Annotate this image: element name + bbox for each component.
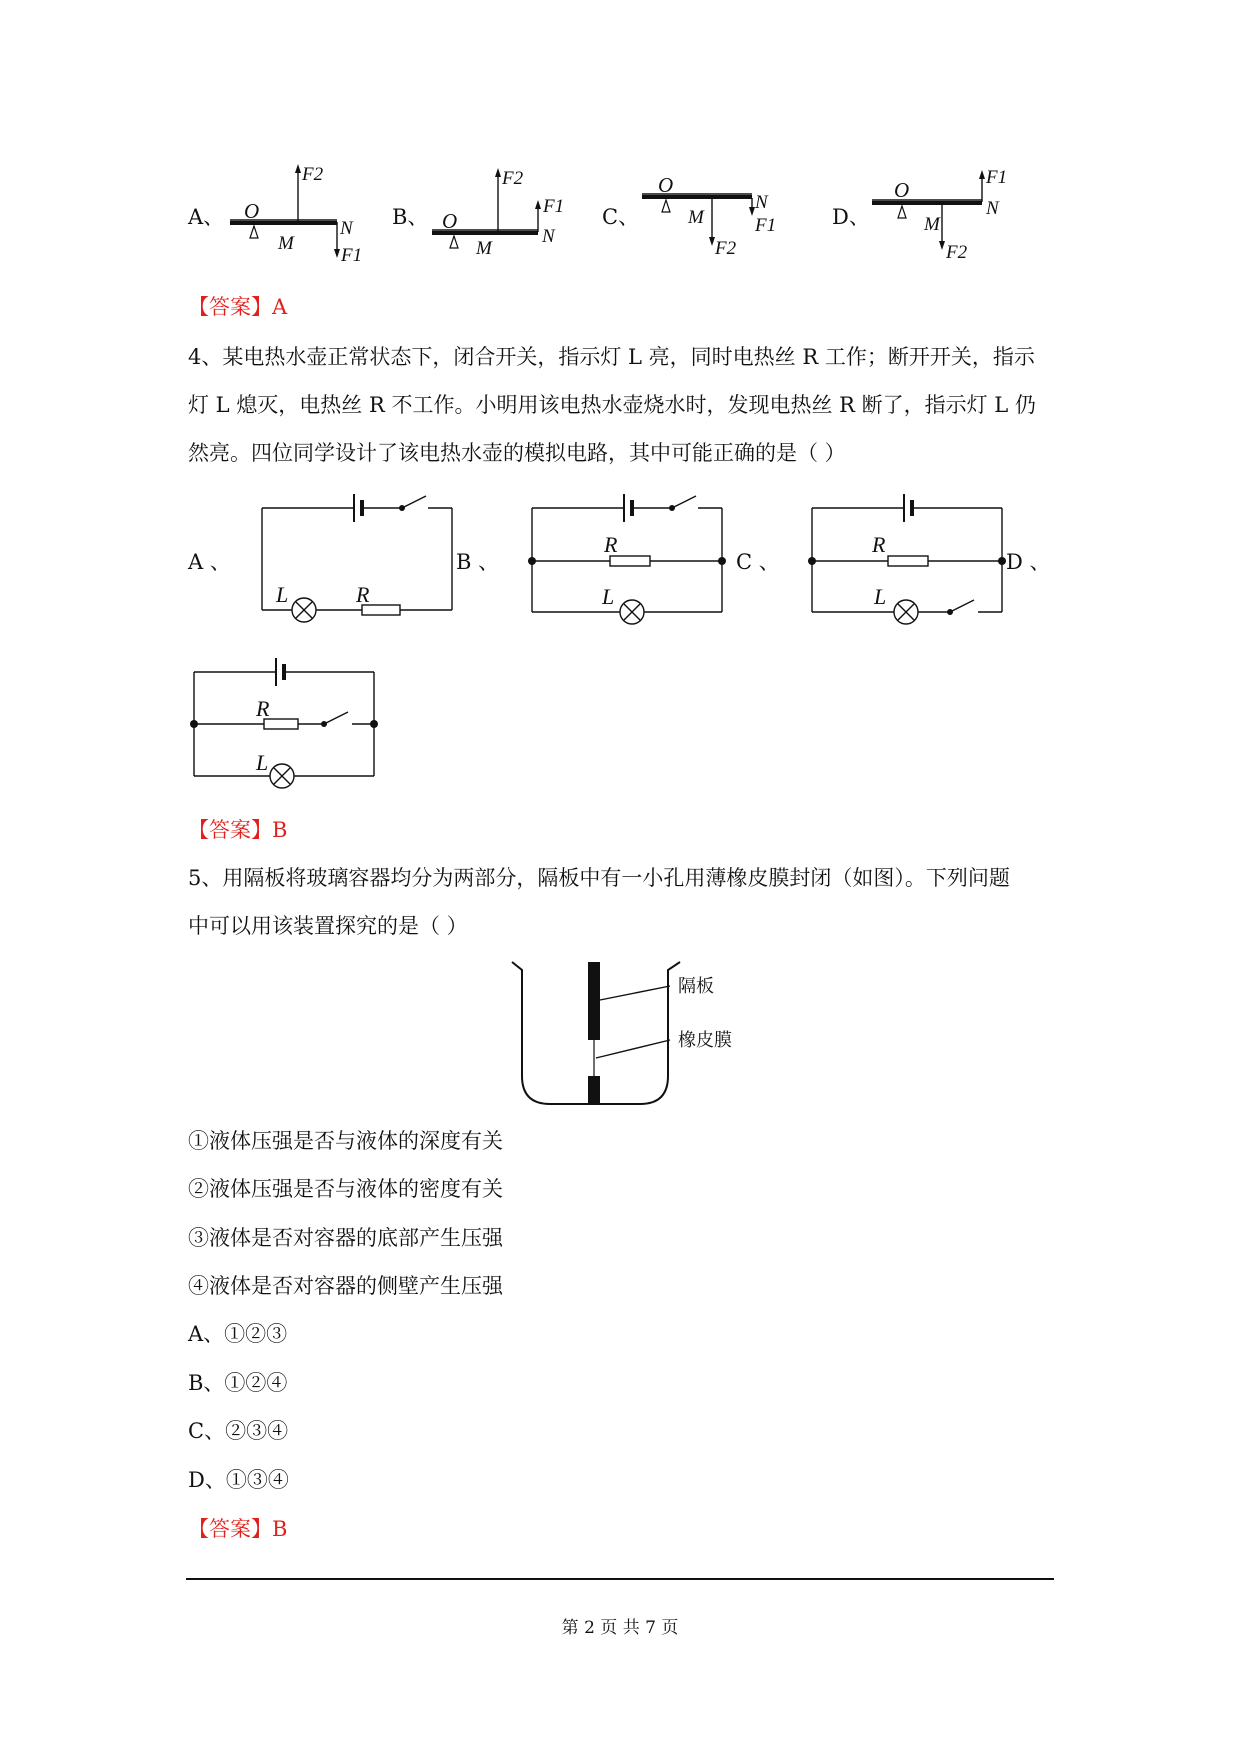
force-side-label: F1	[755, 215, 777, 236]
force-top-label: F2	[502, 168, 524, 189]
point-n-label: N	[755, 192, 768, 213]
pivot-o-label: O	[244, 199, 260, 223]
resistor-r-label: R	[872, 532, 886, 557]
q5-stem-line-1: 5、用隔板将玻璃容器均分为两部分，隔板中有一小孔用薄橡皮膜封闭（如图）。下列问题	[188, 866, 1010, 890]
answer-prefix: 【答案】	[188, 1517, 272, 1541]
q5-choice-b: B、①②④	[188, 1371, 288, 1395]
q3-lever-diagram-c	[642, 160, 782, 270]
q3-option-d-label: D、	[832, 205, 870, 229]
q5-choice-d: D、①③④	[188, 1468, 289, 1492]
q4-stem-line-2: 灯 L 熄灭，电热丝 R 不工作。小明用该电热水壶烧水时，发现电热丝 R 断了，指示灯 L 仍	[188, 393, 1036, 417]
q4-option-d-label: D 、	[1006, 550, 1051, 574]
lamp-l-label: L	[602, 584, 615, 609]
force-bottom-label: F1	[341, 245, 363, 266]
force-top-label: F1	[986, 167, 1008, 188]
force-side-label: F1	[543, 196, 565, 217]
q4-circuit-c	[812, 488, 1012, 618]
q4-circuit-d	[194, 652, 394, 782]
resistor-r-label: R	[256, 696, 270, 721]
answer-value: B	[272, 1517, 288, 1541]
resistor-r-label: R	[604, 532, 618, 557]
force-top-label: F2	[302, 164, 324, 185]
force-bottom-label: F2	[946, 242, 968, 263]
q3-lever-diagram-a	[230, 160, 370, 270]
point-n-label: N	[340, 218, 353, 239]
q5-statement-3: ③液体是否对容器的底部产生压强	[188, 1226, 503, 1250]
point-m-label: M	[278, 233, 294, 254]
q3-option-b-label: B、	[392, 205, 429, 229]
point-m-label: M	[688, 207, 704, 228]
answer-value: B	[272, 818, 288, 842]
q3-lever-diagram-b	[432, 160, 572, 270]
point-m-label: M	[924, 214, 940, 235]
q5-stem-line-2: 中可以用该装置探究的是（ ）	[188, 914, 468, 938]
pivot-o-label: O	[894, 178, 910, 202]
pivot-o-label: O	[442, 209, 458, 233]
q4-option-a-label: A 、	[188, 550, 231, 574]
resistor-r-label: R	[356, 582, 370, 607]
point-m-label: M	[476, 238, 492, 259]
q5-statement-4: ④液体是否对容器的侧壁产生压强	[188, 1274, 503, 1298]
q4-circuit-b	[532, 488, 732, 618]
lamp-l-label: L	[256, 750, 269, 775]
q5-choice-a: A、①②③	[188, 1322, 288, 1346]
q3-answer	[188, 295, 287, 319]
q3-option-a-label: A、	[188, 205, 225, 229]
q4-option-c-label: C 、	[736, 550, 780, 574]
q4-option-b-label: B 、	[456, 550, 500, 574]
q5-choice-c: C、②③④	[188, 1419, 289, 1443]
point-n-label: N	[542, 226, 555, 247]
lamp-l-label: L	[874, 584, 887, 609]
page-number: 第 2 页 共 7 页	[561, 1618, 679, 1638]
answer-prefix: 【答案】	[188, 295, 272, 319]
q3-option-c-label: C、	[602, 205, 640, 229]
q5-statement-2: ②液体压强是否与液体的密度有关	[188, 1177, 503, 1201]
q5-answer	[188, 1517, 287, 1541]
partition-label: 隔板	[678, 976, 714, 996]
answer-value: A	[272, 295, 288, 319]
lamp-l-label: L	[276, 582, 289, 607]
membrane-label: 橡皮膜	[678, 1030, 732, 1050]
q4-stem-line-1: 4、某电热水壶正常状态下，闭合开关，指示灯 L 亮，同时电热丝 R 工作；断开开关，指示	[188, 345, 1035, 369]
q5-statement-1: ①液体压强是否与液体的深度有关	[188, 1129, 503, 1153]
pivot-o-label: O	[658, 173, 674, 197]
q4-stem-line-3: 然亮。四位同学设计了该电热水壶的模拟电路，其中可能正确的是（ ）	[188, 441, 846, 465]
q4-answer	[188, 818, 287, 842]
point-n-label: N	[986, 198, 999, 219]
q4-circuit-a	[262, 488, 462, 618]
q3-lever-diagram-d	[872, 160, 1012, 270]
answer-prefix: 【答案】	[188, 818, 272, 842]
q5-container-figure	[510, 958, 760, 1108]
force-bottom-label: F2	[715, 238, 737, 259]
footer-rule	[186, 1578, 1054, 1580]
